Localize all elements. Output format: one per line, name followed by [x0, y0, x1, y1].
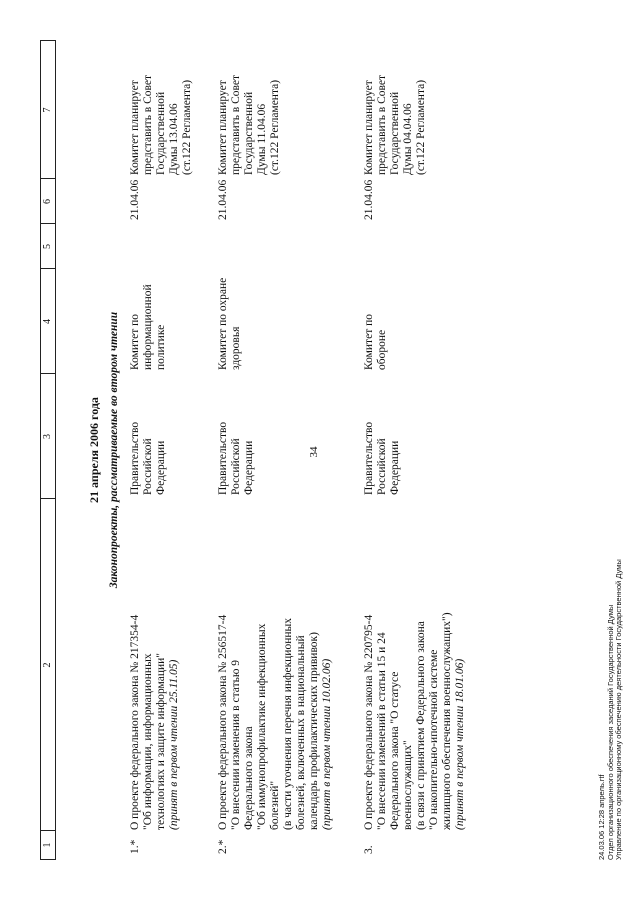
bill-title-line: "Об информации, информационных	[142, 653, 154, 830]
initiator-line: Правительство	[217, 421, 229, 495]
date-heading: 21 апреля 2006 года	[87, 397, 101, 503]
page-number: 34	[308, 446, 320, 458]
committee-note	[363, 50, 428, 175]
bill-title-line: болезней, включенных в национальный	[295, 635, 307, 830]
bill-title-line: "О внесении изменений в статьи 15 и 24	[376, 632, 388, 830]
first-reading-note: (принят в первом чтении 10.02.06)	[321, 658, 333, 830]
initiator-line: Российской	[376, 438, 388, 495]
note-line: представить в Совет	[376, 74, 388, 175]
note-line: Государственной	[243, 91, 255, 175]
bill-title-line: "О внесении изменения в статью 9	[230, 659, 242, 830]
committee-note	[217, 50, 282, 175]
column-header-4: 4	[42, 319, 53, 324]
column-header-6: 6	[42, 199, 53, 204]
bill-title-line: О проекте федерального закона № 220795-4	[363, 614, 375, 830]
committee-line: Комитет по охране	[217, 277, 229, 370]
bill-title-line: болезней"	[269, 780, 281, 830]
note-line: Государственной	[389, 91, 401, 175]
note-line: (ст.122 Регламента)	[269, 79, 281, 175]
note-line: Комитет планирует	[217, 80, 229, 175]
column-header-3: 3	[42, 434, 53, 439]
committee-note	[129, 50, 194, 175]
review-date: 21.04.06	[217, 179, 229, 220]
committee-line: обороне	[376, 329, 388, 370]
rotated-content	[40, 40, 623, 860]
note-line: Думы 13.04.06	[168, 103, 180, 175]
committee	[217, 270, 243, 370]
initiator	[217, 420, 256, 495]
note-line: Думы 04.04.06	[402, 103, 414, 175]
note-line: представить в Совет	[142, 74, 154, 175]
column-header-5: 5	[42, 244, 53, 249]
bill-title	[129, 614, 181, 830]
initiator-line: Федерации	[389, 440, 401, 495]
row-number: 3.	[363, 845, 375, 854]
committee	[363, 270, 389, 370]
committee	[129, 270, 168, 370]
committee-line: здоровья	[230, 326, 242, 370]
committee-line: Комитет по	[363, 314, 375, 370]
initiator-line: Правительство	[363, 421, 375, 495]
bill-title-line: Федерального закона	[243, 726, 255, 830]
document-footer	[598, 460, 624, 860]
bill-title-line: (в части уточнения перечня инфекционных	[282, 618, 294, 830]
column-header-7: 7	[42, 107, 53, 113]
row-number: 2.*	[217, 839, 229, 854]
initiator-line: Федерации	[155, 440, 167, 495]
bill-title-line: (в связи с принятием Федерального закона	[415, 621, 427, 830]
bill-title	[217, 614, 334, 830]
committee-line: политике	[155, 324, 167, 370]
row-number: 1.*	[129, 839, 141, 854]
initiator	[129, 420, 168, 495]
initiator-line: Правительство	[129, 421, 141, 495]
committee-line: Комитет по	[129, 314, 141, 370]
bill-title-line: календарь профилактических прививок)	[308, 632, 320, 830]
initiator-line: Российской	[142, 438, 154, 495]
review-date: 21.04.06	[363, 179, 375, 220]
initiator	[363, 420, 402, 495]
review-date: 21.04.06	[129, 179, 141, 220]
first-reading-note: (принят в первом чтении 18.01.06)	[454, 658, 466, 830]
committee-line: информационной	[142, 284, 154, 370]
initiator-line: Федерации	[243, 440, 255, 495]
bill-title-line: жилищного обеспечения военнослужащих")	[441, 612, 453, 830]
note-line: Государственной	[155, 91, 167, 175]
section-heading: Законопроекты, рассматриваемые во втором чтении	[108, 311, 120, 589]
footer-line: Управление по организационному обеспечению деятельности Государственной Думы	[614, 559, 623, 860]
bill-title-line: "Об иммунопрофилактике инфекционных	[256, 623, 268, 830]
column-header-2: 2	[42, 662, 53, 668]
note-line: (ст.122 Регламента)	[181, 79, 193, 175]
bill-title-line: "О накопительно-ипотечной системе	[428, 649, 440, 830]
note-line: представить в Совет	[230, 74, 242, 175]
bill-title	[363, 612, 467, 830]
first-reading-note: (принят в первом чтении 25.11.05)	[168, 659, 180, 830]
footer-line: 24.03.06 12:28 апрель.rtf	[597, 774, 606, 860]
footer-line: Отдел организационного обеспечения заседаний Государственной Думы	[605, 604, 615, 860]
note-line: (ст.122 Регламента)	[415, 79, 427, 175]
note-line: Думы 11.04.06	[256, 103, 268, 175]
initiator-line: Российской	[230, 438, 242, 495]
bill-title-line: О проекте федерального закона № 217354-4	[129, 614, 141, 830]
column-header-row	[40, 40, 56, 860]
column-header-1: 1	[42, 842, 53, 848]
bill-title-line: технологиях и защите информации"	[155, 653, 167, 830]
note-line: Комитет планирует	[363, 80, 375, 175]
note-line: Комитет планирует	[129, 80, 141, 175]
bill-title-line: Федерального закона "О статусе	[389, 671, 401, 830]
bill-title-line: военнослужащих"	[402, 740, 414, 830]
bill-title-line: О проекте федерального закона № 256517-4	[217, 614, 229, 830]
